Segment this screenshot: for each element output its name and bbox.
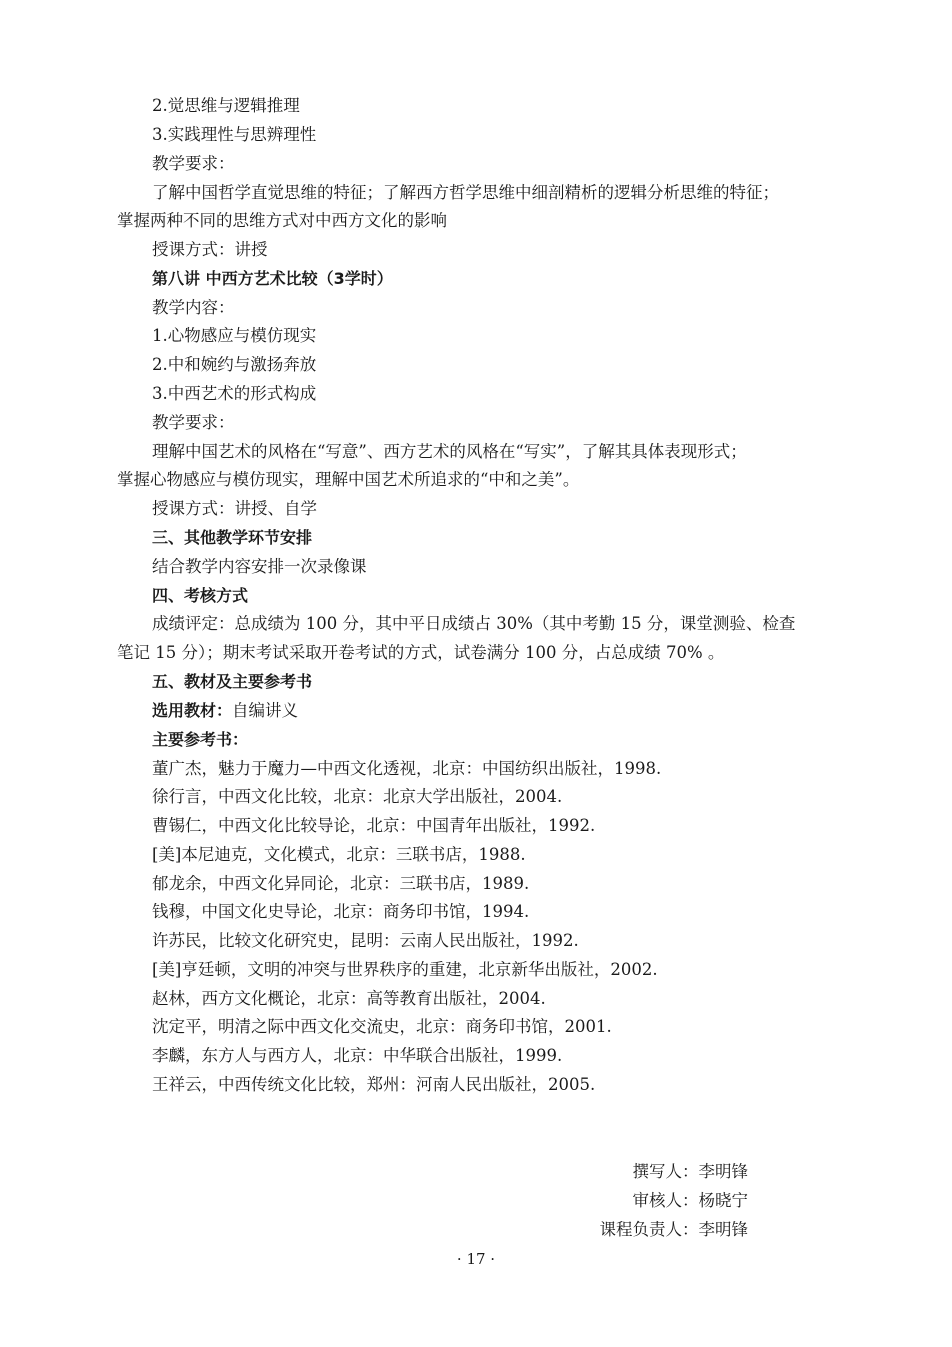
page-number: · 17 · xyxy=(456,1250,496,1268)
section4-line1: 成绩评定：总成绩为 100 分，其中平日成绩占 30%（其中考勤 15 分，课堂测验、检查 xyxy=(152,614,796,633)
reference-item: 董广杰，魅力于魔力—中西文化透视，北京：中国纺织出版社，1998. xyxy=(152,759,662,778)
signature-course-lead: 课程负责人：李明锋 xyxy=(599,1220,748,1239)
lecture8-req-line2: 掌握心物感应与模仿现实，理解中国艺术所追求的“中和之美”。 xyxy=(117,470,580,489)
lecture7-req-line1: 了解中国哲学直觉思维的特征；了解西方哲学思维中细剖精析的逻辑分析思维的特征； xyxy=(152,183,779,202)
reference-item: [美]亨廷顿，文明的冲突与世界秩序的重建，北京新华出版社，2002. xyxy=(152,960,658,979)
section3-heading: 三、其他教学环节安排 xyxy=(152,528,313,547)
reference-item: 曹锡仁，中西文化比较导论，北京：中国青年出版社，1992. xyxy=(152,816,596,835)
reference-item: 徐行言，中西文化比较，北京：北京大学出版社，2004. xyxy=(152,787,563,806)
section4-line2: 笔记 15 分）；期末考试采取开卷考试的方式，试卷满分 100 分，占总成绩 70% 。 xyxy=(117,643,725,662)
lecture7-item-3: 3.实践理性与思辨理性 xyxy=(152,125,317,144)
lecture7-method: 授课方式：讲授 xyxy=(152,240,268,259)
section3-text: 结合教学内容安排一次录像课 xyxy=(152,557,367,576)
reference-item: 李麟，东方人与西方人，北京：中华联合出版社，1999. xyxy=(152,1046,563,1065)
references-label: 主要参考书： xyxy=(152,730,249,749)
signature-reviewer: 审核人：杨晓宁 xyxy=(632,1191,748,1210)
signature-writer: 撰写人：李明锋 xyxy=(632,1162,748,1181)
lecture8-item-2: 2.中和婉约与激扬奔放 xyxy=(152,355,317,374)
lecture7-req-line2: 掌握两种不同的思维方式对中西方文化的影响 xyxy=(117,211,447,230)
textbook-line xyxy=(152,700,298,722)
lecture8-item-1: 1.心物感应与模仿现实 xyxy=(152,326,317,345)
reference-item: 王祥云，中西传统文化比较，郑州：河南人民出版社，2005. xyxy=(152,1075,596,1094)
textbook-label: 选用教材： xyxy=(152,701,233,720)
lecture8-item-3: 3.中西艺术的形式构成 xyxy=(152,384,317,403)
lecture7-item-2: 2.觉思维与逻辑推理 xyxy=(152,96,300,115)
textbook-value: 自编讲义 xyxy=(232,701,299,720)
reference-item: [美]本尼迪克，文化模式，北京：三联书店，1988. xyxy=(152,845,526,864)
section4-heading: 四、考核方式 xyxy=(152,586,249,605)
lecture8-heading: 第八讲 中西方艺术比较（3学时） xyxy=(152,269,393,288)
lecture8-content-label: 教学内容： xyxy=(152,298,235,317)
reference-item: 郁龙余，中西文化异同论，北京：三联书店，1989. xyxy=(152,874,530,893)
section5-heading: 五、教材及主要参考书 xyxy=(152,672,313,691)
lecture8-req-line1: 理解中国艺术的风格在“写意”、西方艺术的风格在“写实”，了解其具体表现形式； xyxy=(152,442,747,461)
reference-item: 沈定平，明清之际中西文化交流史，北京：商务印书馆，2001. xyxy=(152,1017,612,1036)
reference-item: 钱穆，中国文化史导论，北京：商务印书馆，1994. xyxy=(152,902,530,921)
lecture8-req-label: 教学要求： xyxy=(152,413,235,432)
lecture7-req-label: 教学要求： xyxy=(152,154,235,173)
reference-item: 许苏民，比较文化研究史，昆明：云南人民出版社，1992. xyxy=(152,931,579,950)
lecture8-method: 授课方式：讲授、自学 xyxy=(152,499,317,518)
reference-item: 赵林，西方文化概论，北京：高等教育出版社，2004. xyxy=(152,989,546,1008)
